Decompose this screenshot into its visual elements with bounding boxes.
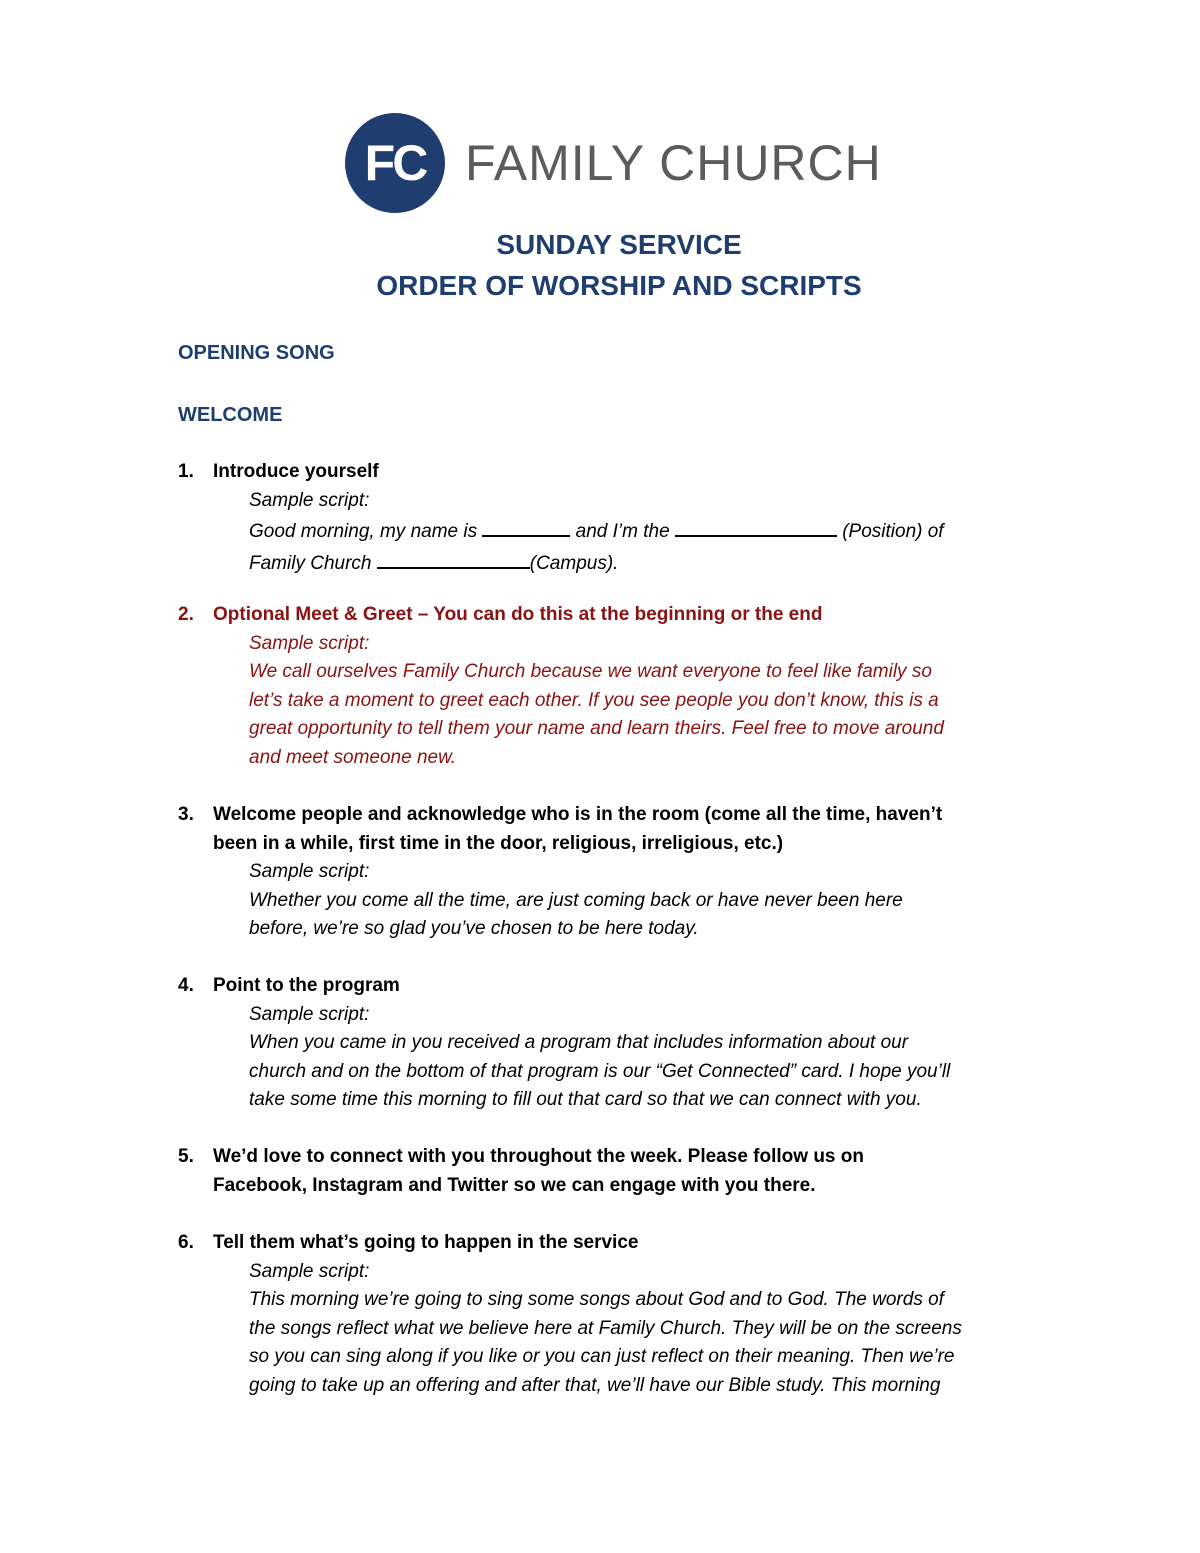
list-item — [178, 801, 1078, 944]
item-number: 2. — [178, 604, 194, 625]
script-label: Sample script: — [249, 489, 370, 511]
script-label: Sample script: — [249, 632, 370, 654]
script-line: so you can sing along if you like or you can just reflect on their meaning. Then we’re — [249, 1346, 955, 1368]
script-line: church and on the bottom of that program is our “Get Connected” card. I hope you’ll — [249, 1060, 951, 1082]
script-line: the songs reflect what we believe here at Family Church. They will be on the screens — [249, 1317, 962, 1339]
script-line: and meet someone new. — [249, 746, 457, 768]
list-item — [178, 1143, 1078, 1200]
script-line: This morning we’re going to sing some songs about God and to God. The words of — [249, 1289, 944, 1311]
script-line: before, we’re so glad you’ve chosen to be here today. — [249, 918, 699, 940]
document-title: SUNDAY SERVICE — [496, 229, 742, 260]
heading-line: We’d love to connect with you throughout the week. Please follow us on — [213, 1146, 864, 1167]
script-text: and I’m the — [570, 521, 675, 543]
item-heading: Tell them what’s going to happen in the service — [213, 1232, 639, 1253]
heading-line: been in a while, first time in the door, religious, irreligious, etc.) — [213, 832, 784, 854]
sample-script — [249, 487, 1078, 579]
family-church-logo — [345, 113, 882, 213]
list-item — [178, 601, 1078, 773]
item-heading — [213, 801, 1078, 858]
section-welcome: WELCOME — [178, 404, 283, 426]
script-line: going to take up an offering and after that, we’ll have our Bible study. This morning — [249, 1374, 941, 1396]
name-blank — [482, 515, 570, 537]
script-text: (Campus). — [529, 552, 619, 574]
script-line: Whether you come all the time, are just coming back or have never been here — [249, 889, 903, 911]
script-line: take some time this morning to fill out that card so that we can connect with you. — [249, 1089, 922, 1111]
heading-line: Facebook, Instagram and Twitter so we can engage with you there. — [213, 1174, 816, 1196]
sample-script — [249, 630, 1078, 773]
item-heading — [213, 1143, 1078, 1200]
campus-blank — [377, 547, 530, 569]
document-subtitle: ORDER OF WORSHIP AND SCRIPTS — [376, 270, 862, 301]
script-line: When you came in you received a program that includes information about our — [249, 1032, 909, 1054]
script-line: We call ourselves Family Church because we want everyone to feel like family so — [249, 661, 932, 683]
item-number: 3. — [178, 804, 194, 825]
script-label: Sample script: — [249, 861, 370, 883]
sample-script — [249, 1258, 1078, 1401]
item-number: 6. — [178, 1232, 194, 1253]
script-text: (Position) of — [836, 521, 944, 543]
item-heading: Point to the program — [213, 975, 400, 996]
script-label: Sample script: — [249, 1260, 370, 1282]
list-item — [178, 458, 1078, 578]
script-text: Family Church — [249, 552, 377, 574]
script-line — [249, 547, 1078, 579]
logo-badge: FC — [345, 113, 445, 213]
script-line: great opportunity to tell them your name and learn theirs. Feel free to move around — [249, 718, 944, 740]
item-heading: Introduce yourself — [213, 461, 379, 482]
item-number: 4. — [178, 975, 194, 996]
script-text: Good morning, my name is — [249, 521, 483, 543]
heading-line: Welcome people and acknowledge who is in the room (come all the time, haven’t — [213, 804, 943, 825]
sample-script — [249, 1001, 1078, 1115]
item-number: 5. — [178, 1146, 194, 1167]
sample-script — [249, 858, 1078, 944]
item-heading: Optional Meet & Greet – You can do this at the beginning or the end — [213, 604, 823, 625]
item-number: 1. — [178, 461, 194, 482]
script-label: Sample script: — [249, 1003, 370, 1025]
list-item — [178, 1229, 1078, 1401]
section-opening-song: OPENING SONG — [178, 342, 335, 364]
script-line: let’s take a moment to greet each other. If you see people you don’t know, this is a — [249, 689, 939, 711]
logo-wordmark: FAMILY CHURCH — [465, 135, 882, 191]
list-item — [178, 972, 1078, 1115]
script-line — [249, 515, 1078, 547]
position-blank — [675, 515, 837, 537]
